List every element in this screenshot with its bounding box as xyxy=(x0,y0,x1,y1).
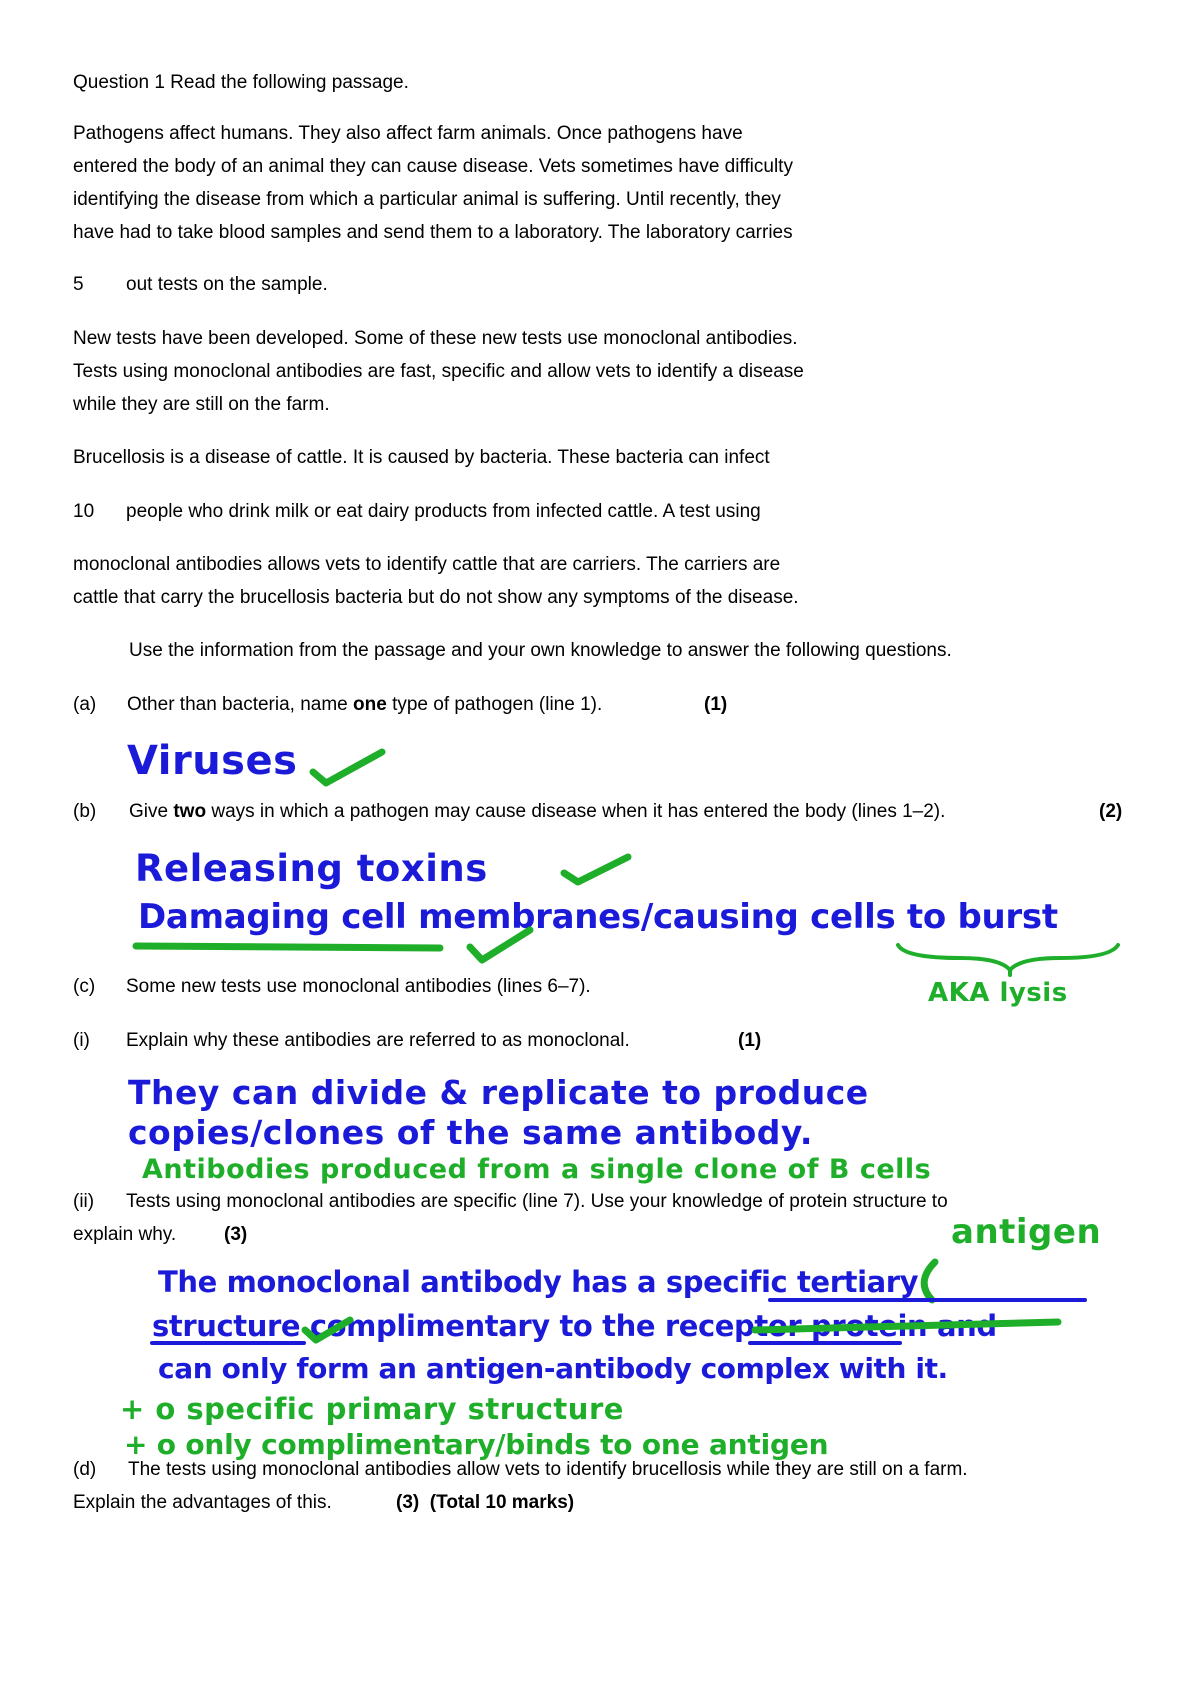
answer-b-note-handwriting: AKA lysis xyxy=(928,978,1068,1008)
question-a-text: Other than bacteria, name one type of pathogen (line 1). xyxy=(127,694,603,715)
answer-b-line1-handwriting: Releasing toxins xyxy=(135,847,488,890)
passage-line: have had to take blood samples and send them to a laboratory. The laboratory carries xyxy=(73,222,793,243)
passage-line: identifying the disease from which a particular animal is suffering. Until recently, they xyxy=(73,189,781,210)
question-heading: Question 1 Read the following passage. xyxy=(73,72,409,93)
passage-line: Pathogens affect humans. They also affect farm animals. Once pathogens have xyxy=(73,123,743,144)
question-ci-text: Explain why these antibodies are referred to as monoclonal. xyxy=(126,1030,630,1051)
passage-line: out tests on the sample. xyxy=(126,274,328,295)
question-ci-label: (i) xyxy=(73,1030,90,1051)
question-cii-text-2: explain why. xyxy=(73,1224,177,1245)
answer-ci-green-handwriting: Antibodies produced from a single clone of B cells xyxy=(142,1154,932,1185)
answer-ci-line2-handwriting: copies/clones of the same antibody. xyxy=(128,1113,813,1152)
question-b-marks: (2) xyxy=(1099,801,1123,822)
answer-a-handwriting: Viruses xyxy=(127,738,298,784)
answer-ci-line1-handwriting: They can divide & replicate to produce xyxy=(128,1073,869,1112)
passage-line: while they are still on the farm. xyxy=(73,394,330,415)
bracket-mark xyxy=(924,1262,935,1300)
question-c-text: Some new tests use monoclonal antibodies (lines 6–7). xyxy=(126,976,591,997)
question-d-marks: (3) (Total 10 marks) xyxy=(396,1492,575,1513)
question-d-label: (d) xyxy=(73,1459,97,1480)
passage-line: Brucellosis is a disease of cattle. It is caused by bacteria. These bacteria can infect xyxy=(73,447,770,468)
answer-cii-green1-handwriting: + o specific primary structure xyxy=(120,1392,624,1426)
passage-line: cattle that carry the brucellosis bacteria but do not show any symptoms of the disease. xyxy=(73,587,799,608)
passage-line: New tests have been developed. Some of these new tests use monoclonal antibodies. xyxy=(73,328,798,349)
question-cii-marks: (3) xyxy=(224,1224,248,1245)
tick-mark-icon xyxy=(564,857,628,882)
answer-cii-antigen-handwriting: antigen xyxy=(951,1212,1102,1252)
question-b-text: Give two ways in which a pathogen may cause disease when it has entered the body (lines 1–2). xyxy=(129,801,946,822)
tick-mark-icon xyxy=(313,752,382,783)
line-number: 10 xyxy=(73,501,95,522)
underline-mark xyxy=(136,946,440,948)
question-c-label: (c) xyxy=(73,976,96,997)
answer-cii-line3-handwriting: can only form an antigen-antibody complex with it. xyxy=(158,1352,948,1385)
answer-cii-line1-handwriting: The monoclonal antibody has a specific tertiary xyxy=(158,1265,919,1299)
passage-line: monoclonal antibodies allows vets to identify cattle that are carriers. The carriers are xyxy=(73,554,781,575)
brace-mark xyxy=(898,945,1118,970)
answer-cii-line2-handwriting: structure complimentary to the receptor protein and xyxy=(152,1309,997,1343)
question-cii-label: (ii) xyxy=(73,1191,95,1212)
passage-line: Tests using monoclonal antibodies are fast, specific and allow vets to identify a disease xyxy=(73,361,804,382)
line-number: 5 xyxy=(73,274,84,295)
passage-line: people who drink milk or eat dairy products from infected cattle. A test using xyxy=(126,501,761,522)
question-d-text: The tests using monoclonal antibodies allow vets to identify brucellosis while they are still on a farm. xyxy=(128,1459,968,1480)
question-cii-text: Tests using monoclonal antibodies are specific (line 7). Use your knowledge of protein structure to xyxy=(126,1191,948,1212)
instruction-text: Use the information from the passage and your own knowledge to answer the following questions. xyxy=(129,640,952,661)
question-d-text-2: Explain the advantages of this. xyxy=(73,1492,332,1513)
passage-line: entered the body of an animal they can cause disease. Vets sometimes have difficulty xyxy=(73,156,793,177)
question-ci-marks: (1) xyxy=(738,1030,762,1051)
answer-cii-green2-handwriting: + o only complimentary/binds to one antigen xyxy=(124,1428,829,1461)
question-b-label: (b) xyxy=(73,801,97,822)
question-a-label: (a) xyxy=(73,694,97,715)
answer-b-line2-handwriting: Damaging cell membranes/causing cells to burst xyxy=(138,897,1058,937)
question-a-marks: (1) xyxy=(704,694,728,715)
